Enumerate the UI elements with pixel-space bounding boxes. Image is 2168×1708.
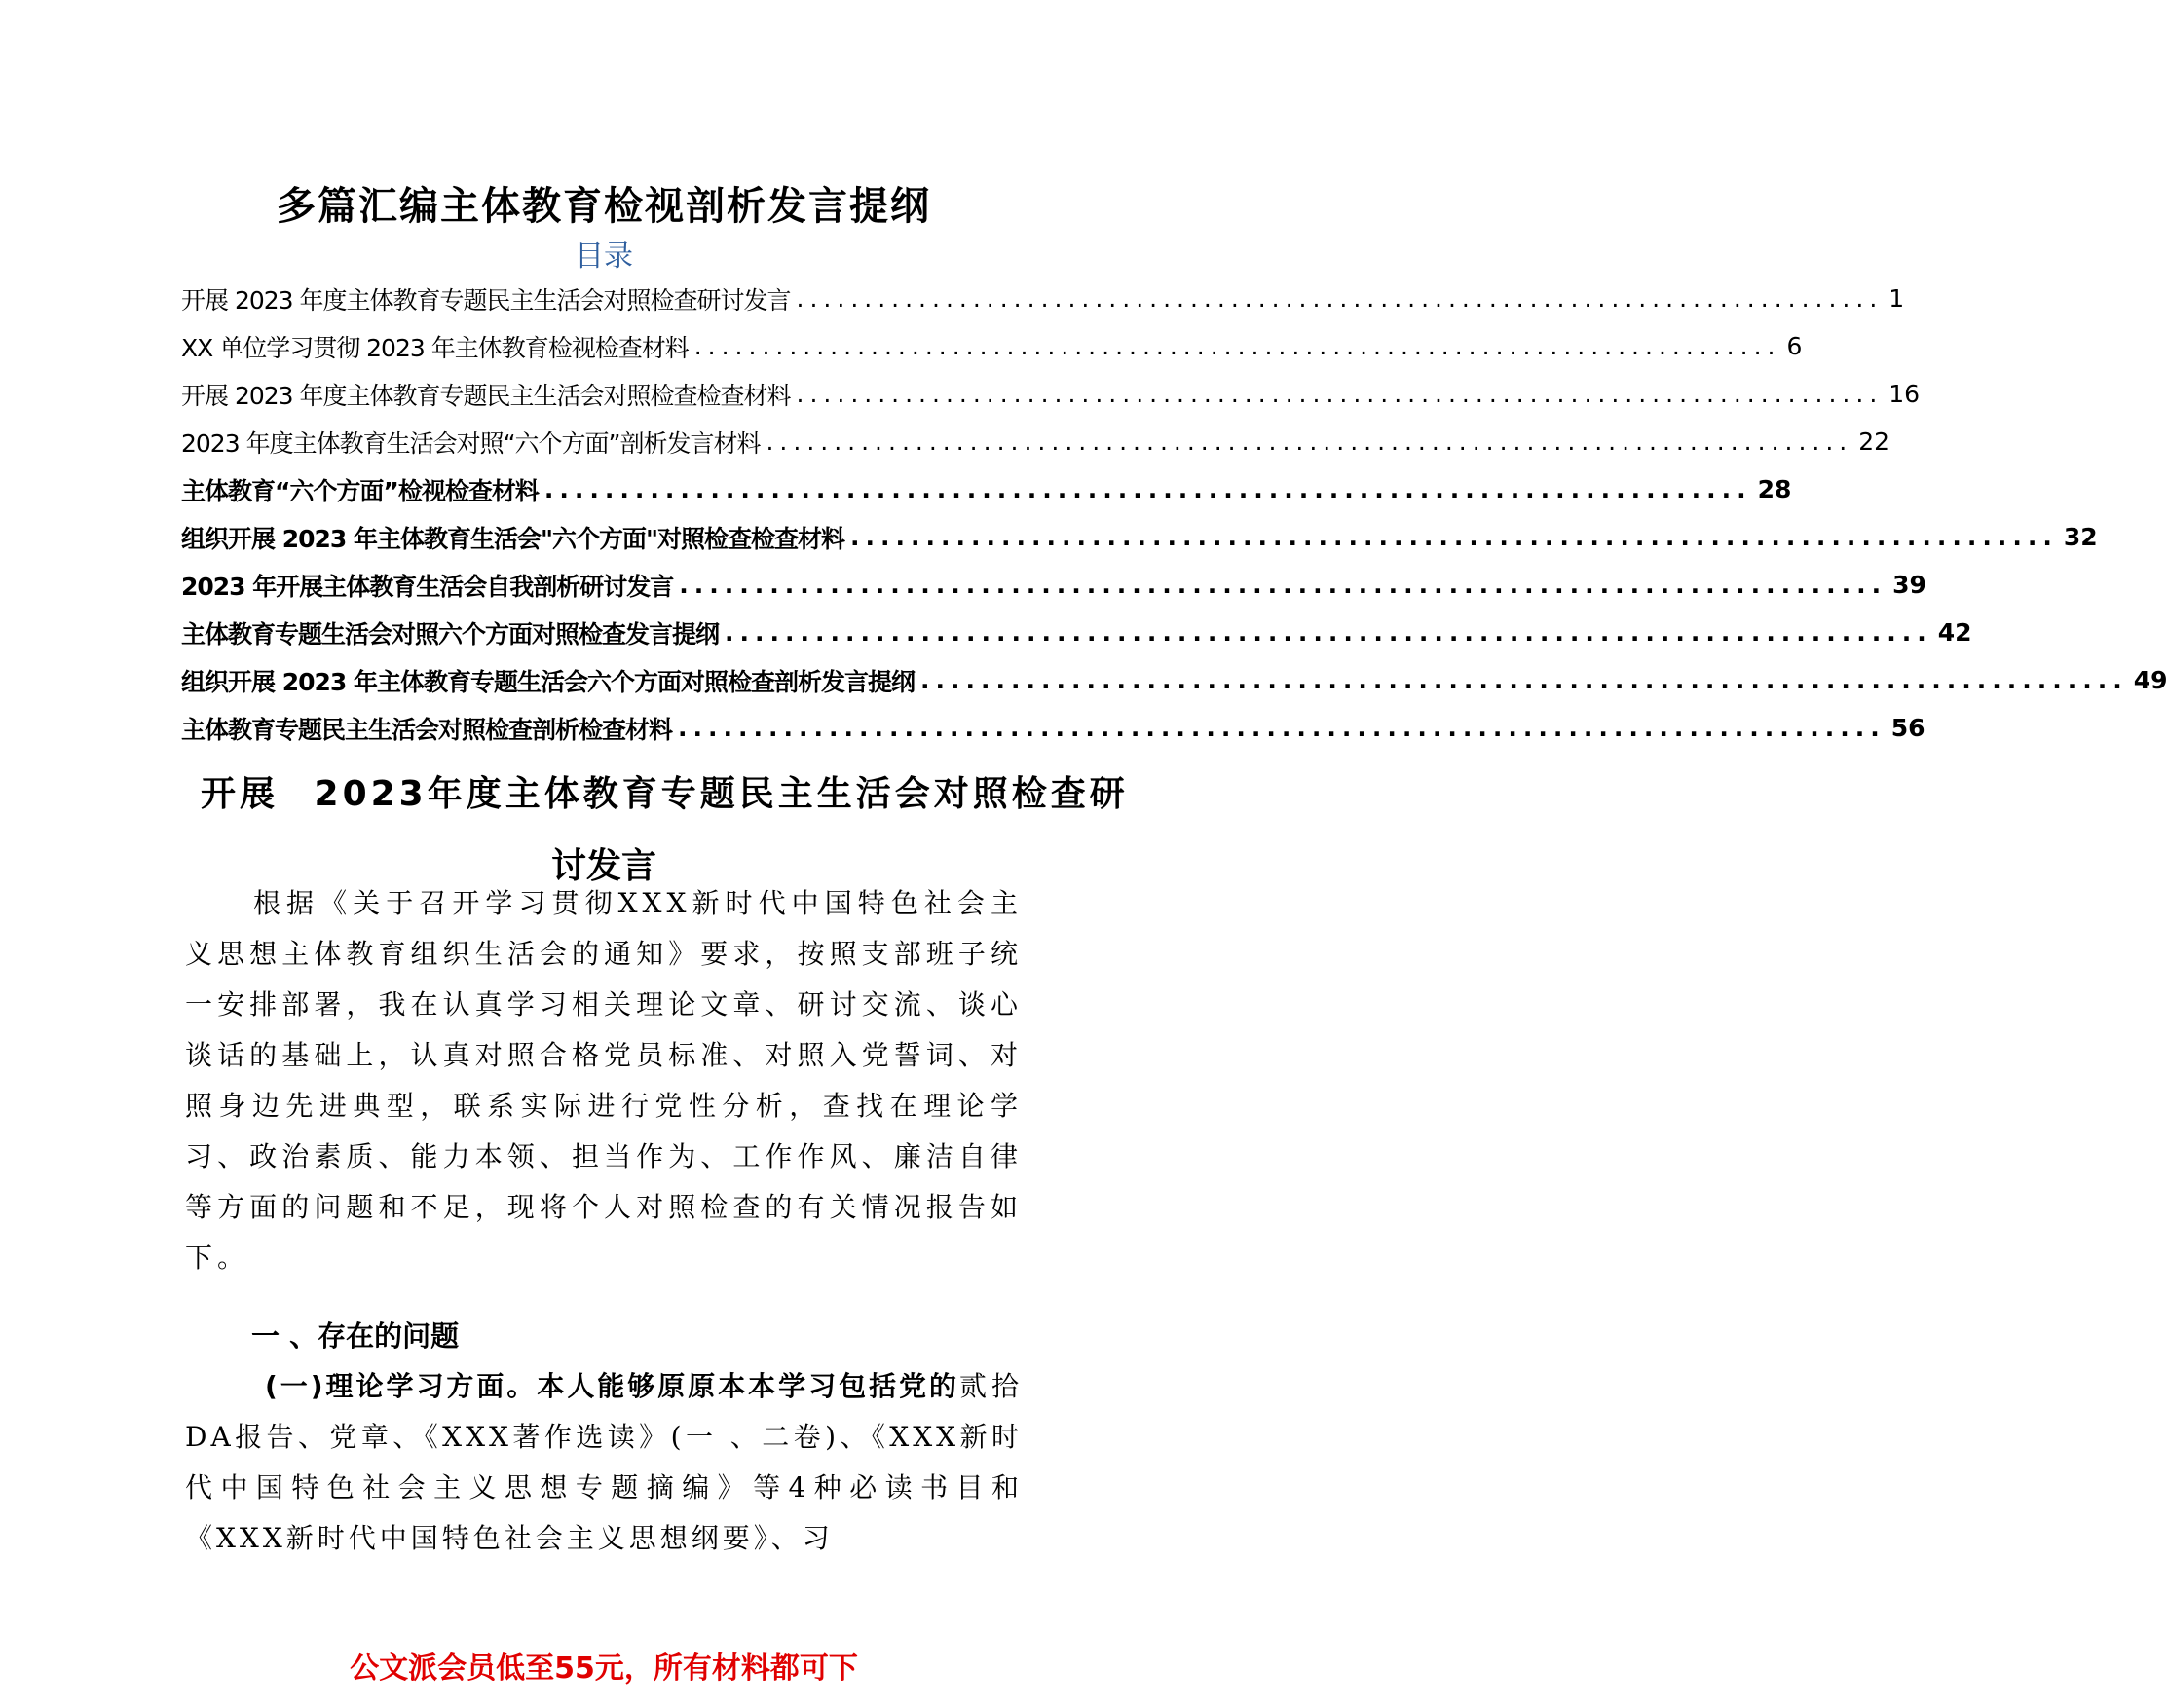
section-heading: 一 、存在的问题: [251, 1319, 460, 1353]
table-of-contents: [181, 275, 2168, 752]
toc-entry-title: 主体教育“六个方面”检视检查材料: [181, 476, 539, 505]
toc-leader-dots: ................................................................................: [679, 571, 1888, 599]
toc-entry-page: 28: [1757, 475, 1792, 503]
toc-entry-title: 2023 年开展主体教育生活会自我剖析研讨发言: [181, 572, 674, 601]
section-title-line2: 讨发言: [550, 846, 656, 886]
toc-entry-title: 主体教育专题生活会对照六个方面对照检查发言提纲: [181, 619, 720, 649]
toc-leader-dots: ................................................................................: [766, 427, 1853, 456]
toc-entry[interactable]: [181, 513, 2098, 561]
promo-footer: 公文派会员低至55元，所有材料都可下: [350, 1652, 858, 1686]
toc-entry-page: 32: [2063, 523, 2098, 551]
toc-leader-dots: ................................................................................: [796, 380, 1884, 408]
toc-leader-dots: ................................................................................: [796, 284, 1884, 313]
toc-entry-page: 56: [1890, 714, 1925, 742]
toc-entry-title: 组织开展 2023 年主体教育生活会"六个方面"对照检查检查材料: [181, 524, 845, 553]
toc-entry-page: 6: [1786, 332, 1803, 360]
toc-leader-dots: ................................................................................: [850, 523, 2058, 551]
toc-leader-dots: ................................................................................: [543, 475, 1752, 503]
toc-entry-page: 42: [1937, 618, 1972, 647]
toc-leader-dots: ................................................................................: [678, 714, 1886, 742]
toc-entry-page: 22: [1858, 427, 1890, 456]
subheading-lead: (一)理论学习方面。本人能够原原本本学习包括党的: [265, 1370, 959, 1402]
toc-entry-page: 39: [1892, 571, 1926, 599]
toc-entry-title: 开展 2023 年度主体教育专题民主生活会对照检查检查材料: [181, 381, 791, 410]
toc-leader-dots: ................................................................................: [920, 666, 2128, 694]
section-title-line1: 开展 2023年度主体教育专题民主生活会对照检查研: [201, 774, 1129, 814]
toc-entry[interactable]: [181, 561, 1926, 609]
paragraph-text: 贰拾DA报告、党章、《XXX著作选读》(一 、二卷)、《XXX新时代中国特色社会主义思想专题摘编》等4种必读书目和《XXX新时代中国特色社会主义思想纲要》、习: [185, 1370, 1023, 1554]
toc-entry-title: 主体教育专题民主生活会对照检查剖析检查材料: [181, 715, 673, 744]
body-paragraph-2: [185, 1361, 1023, 1564]
toc-entry-title: XX 单位学习贯彻 2023 年主体教育检视检查材料: [181, 333, 689, 362]
body-paragraph: 根据《关于召开学习贯彻XXX新时代中国特色社会主义思想主体教育组织生活会的通知》要求，按照支部班子统一安排部署，我在认真学习相关理论文章、研讨交流、谈心谈话的基础上，认真对照合格党员标准、对照入党誓词、对照身边先进典型，联系实际进行党性分析，查找在理论学习、政治素质、能力本领、担当作为、工作作风、廉洁自律等方面的问题和不足，现将个人对照检查的有关情况报告如下。: [185, 887, 1023, 1274]
document-title: 多篇汇编主体教育检视剖析发言提纲: [277, 184, 931, 229]
toc-entry-page: 16: [1888, 380, 1921, 408]
toc-entry[interactable]: [181, 656, 2168, 704]
toc-entry-page: 1: [1888, 284, 1905, 313]
toc-entry[interactable]: [181, 609, 1972, 656]
toc-entry[interactable]: [181, 322, 1803, 370]
toc-entry-title: 组织开展 2023 年主体教育专题生活会六个方面对照检查剖析发言提纲: [181, 667, 915, 696]
toc-entry-title: 2023 年度主体教育生活会对照“六个方面”剖析发言材料: [181, 428, 761, 458]
toc-entry[interactable]: [181, 465, 1792, 513]
toc-entry[interactable]: [181, 418, 1890, 465]
toc-entry[interactable]: [181, 275, 1905, 322]
toc-entry[interactable]: [181, 704, 1925, 752]
toc-heading: 目录: [575, 240, 633, 274]
toc-entry[interactable]: [181, 370, 1921, 418]
toc-entry-title: 开展 2023 年度主体教育专题民主生活会对照检查研讨发言: [181, 285, 791, 315]
toc-entry-page: 49: [2133, 666, 2168, 694]
toc-leader-dots: ................................................................................: [725, 618, 1932, 647]
toc-leader-dots: ................................................................................: [693, 332, 1781, 360]
